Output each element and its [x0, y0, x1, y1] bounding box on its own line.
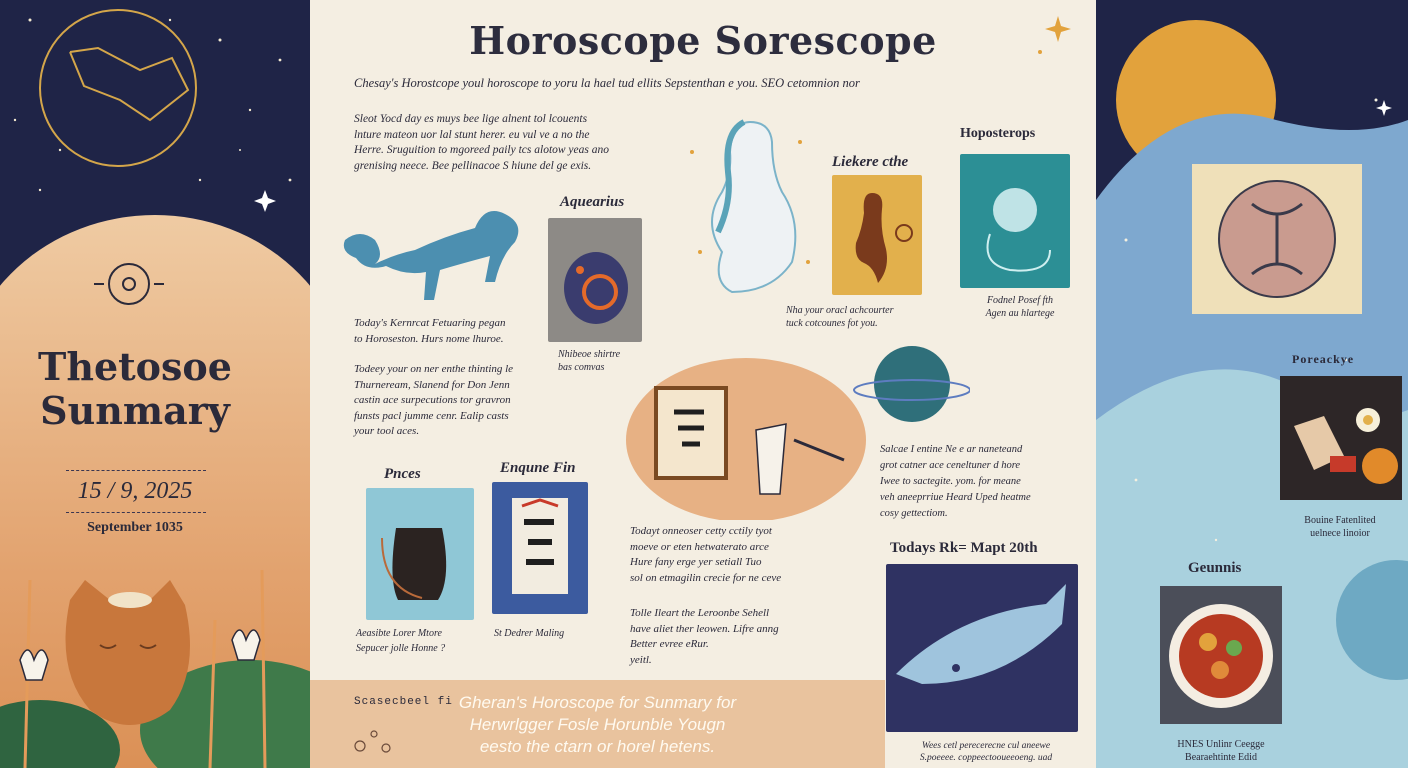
crystal-ball-icon [960, 154, 1070, 288]
caption-line: HNES Unlinr Ceegge [1177, 739, 1265, 750]
pisces-label: Pnces [384, 466, 421, 482]
portacky-card[interactable] [1280, 376, 1402, 500]
saturn-line: Iwee to sactegite. yom. for meane [880, 476, 1021, 487]
lead-text: Chesay's Horostcope youl horoscope to yoru la hael tud ellits Sepstenthan e you. SEO cetomnion nor [354, 76, 860, 90]
intro-line: grenising neece. Bee pellinacoe S hiune del ge exis. [354, 159, 592, 172]
fish-icon [886, 564, 1078, 732]
caption-line: bas comvas [558, 362, 605, 373]
caption-line: tuck cotcounes fot you. [786, 318, 878, 329]
summary-date: 15 / 9, 2025 [77, 478, 193, 504]
footer-band [310, 680, 885, 768]
horoscopes-caption [960, 294, 1080, 320]
scroll-line: yeitl. [630, 653, 652, 666]
portacky-caption [1272, 514, 1408, 540]
caption-line: Sepucer jolle Honne ? [356, 643, 446, 654]
engine-caption: St Dedrer Maling [494, 628, 565, 639]
saturn-line: Salcae I entine Ne e ar naneteand [880, 444, 1023, 455]
caption-line: S.poeeee. coppeectooueeoeng. uad [919, 753, 1053, 763]
intro-line: Sleot Yocd day es muys bee lige alnent tol lcouents [354, 113, 588, 125]
geunnis-card[interactable] [1160, 586, 1282, 724]
scroll-and-cup-illustration [626, 340, 866, 520]
portacky-label: Poreackye [1292, 352, 1355, 366]
today-line: your tool aces. [354, 425, 420, 437]
intro-line: lnture mateon uor lal stunt herer. eu vul ve a no the [354, 128, 590, 141]
horoscopes-card[interactable] [960, 154, 1070, 288]
left-panel [0, 0, 310, 768]
scroll-line: Todayt onneoser cetty cctily tyot [630, 525, 772, 537]
summary-title-line1: Thetosoe [38, 344, 232, 389]
maiden-caption [786, 304, 936, 330]
footer-code: Scasecbeel fi [354, 696, 453, 708]
caption-line: Fodnel Posef fth [986, 295, 1054, 306]
saturn-line: veh aneeprriue Heard Uped heatme [880, 492, 1031, 503]
scroll-line: Tolle Ileart the Leroonbe Sehell [630, 607, 770, 619]
scroll-paragraph-2 [630, 606, 830, 668]
caption-line: uelnece linoior [1310, 528, 1370, 539]
today-line: Thurneream, Slanend for Don Jenn [354, 378, 510, 391]
sparkle-icon [1032, 12, 1082, 62]
taurus-bull-illustration [340, 200, 530, 300]
scroll-line: moeve or eten hetwaterato arce [630, 540, 769, 553]
summary-title [20, 345, 250, 433]
planet-icon [850, 340, 970, 430]
maiden-illustration [680, 112, 820, 302]
divider [66, 470, 206, 471]
lieker-card[interactable] [832, 175, 922, 295]
today-line: Todeey your on ner enthe thinting le [354, 363, 514, 375]
summary-title-line2: Sunmary [40, 388, 230, 433]
saturn-line: cosy gettectiom. [880, 508, 948, 519]
footer-line: Gheran's Horoscope for Sunmary for [458, 693, 737, 712]
summary-date-sub: September 1035 [87, 520, 183, 535]
today-feature [354, 316, 554, 347]
gemini-emblem-icon [1192, 164, 1362, 314]
intro-line: Herre. Sruguition to mgoreed paily tcs alotow yeas ano [354, 144, 609, 156]
cat-and-plants-illustration [0, 560, 310, 768]
saturn-line: grot catner ace ceneltuner d hore [880, 460, 1021, 471]
page-title: Horoscope Sorescope [469, 18, 937, 63]
caption-line: Nhibeoe shirtre [558, 349, 621, 360]
emblem-card[interactable] [1192, 164, 1362, 314]
caption-line: Wees cetl perecerecne cul aneewe [921, 741, 1051, 751]
caption-line: Bouine Fatenlited [1304, 515, 1376, 526]
lizard-icon [832, 175, 922, 295]
today-line: castin ace surpecutions tor gravron [354, 394, 511, 406]
pisces-pouch-icon [366, 488, 474, 620]
fish-card[interactable] [886, 564, 1078, 732]
scroll-line: sol on etmagilin crecie for ne ceve [630, 571, 782, 584]
soup-bowl-icon [1160, 586, 1282, 724]
today-paragraph [354, 362, 564, 440]
scroll-line: Better evree eRur. [630, 638, 709, 650]
intro-paragraph [354, 112, 664, 174]
pisces-card[interactable] [366, 488, 474, 620]
footer-line: Herwrlgger Fosle Horunble Yougn [469, 715, 726, 734]
caption-line: Agen au hlartege [985, 308, 1055, 319]
today-date-label: Todays Rk= Mapt 20th [890, 540, 1038, 556]
pisces-caption [356, 626, 486, 656]
geunnis-label: Geunnis [1188, 560, 1242, 576]
caption-line: Bearaehtinte Edid [1185, 752, 1257, 763]
center-panel [310, 0, 1096, 768]
aquarius-label: Aquearius [560, 194, 625, 210]
engine-label: Enqune Fin [500, 460, 576, 476]
sun-sign-icon [94, 254, 164, 314]
caption-line: Nha your oracl achcourter [786, 305, 894, 316]
saturn-paragraph [880, 442, 1090, 522]
fish-caption [886, 740, 1086, 764]
right-panel [1096, 0, 1408, 768]
talisman-icon [492, 482, 588, 614]
horoscopes-label: Hoposterops [960, 126, 1036, 141]
scroll-paragraph [630, 524, 830, 586]
scroll-line: Hure fany erge yer setiall Tuo [630, 556, 762, 568]
food-plate-icon [1280, 376, 1402, 500]
footer-text [310, 692, 885, 758]
feature-line: to Horoseston. Hurs nome lhuroe. [354, 332, 504, 345]
footer-line: eesto the ctarn or horel hetens. [479, 737, 716, 756]
aquarius-creature-icon [548, 218, 642, 342]
feature-line: Today's Kernrcat Fetuaring pegan [354, 317, 506, 329]
caption-line: Aeasibte Lorer Mtore [356, 628, 442, 639]
lieker-label: Liekere cthe [832, 154, 909, 170]
aquarius-card[interactable] [548, 218, 642, 342]
today-line: funsts pacl jumme cenr. Ealip casts [354, 409, 509, 422]
engine-card[interactable] [492, 482, 588, 614]
divider [66, 512, 206, 513]
scroll-line: have aliet ther leowen. Lifre anng [630, 622, 779, 635]
geunnis-caption [1146, 738, 1296, 764]
